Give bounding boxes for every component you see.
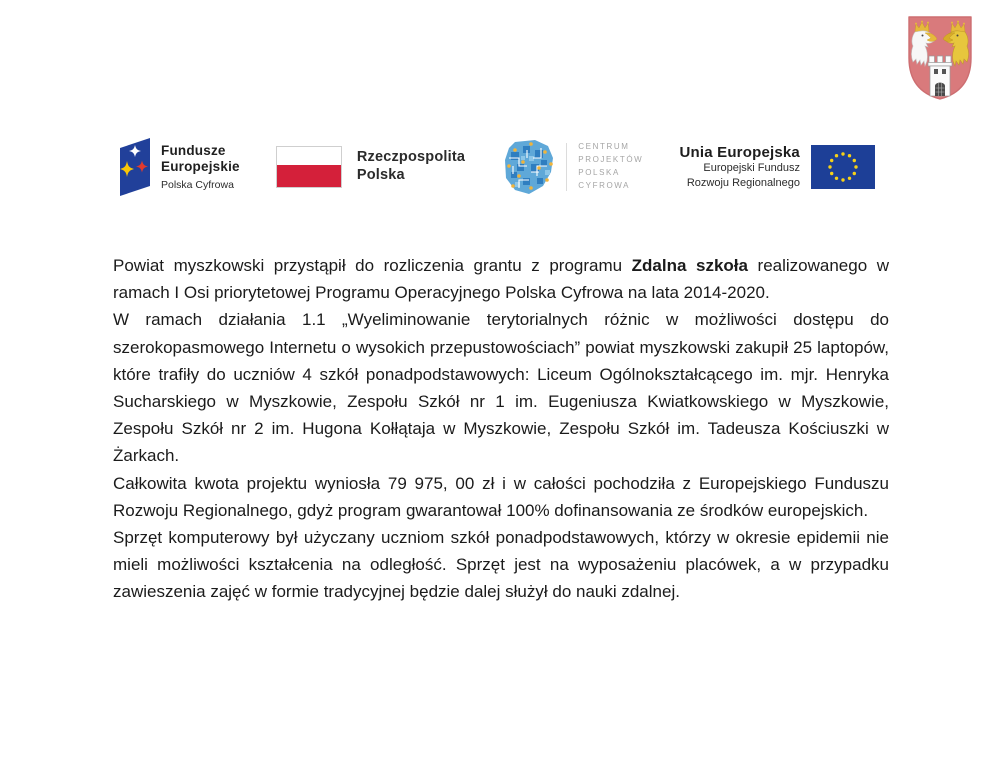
cppc-text-line4: CYFROWA [578, 180, 631, 190]
paragraph-1 [113, 252, 889, 306]
eu-title: Unia Europejska [679, 144, 800, 162]
eu-logo-text [679, 144, 800, 190]
fe-title-line1: Fundusze [161, 143, 226, 159]
paragraph-2: W ramach działania 1.1 „Wyeliminowanie terytorialnych różnic w możliwości dostępu do szerokopasmowego Internetu o wysokich przepustowościach” powiat myszkowski zakupił 25 laptopów, które trafiły do uczniów 4 szkół ponadpodstawowych: Liceum Ogólnokształcącego im. mjr. Henryka Sucharskiego w Myszkowie, Zespołu Szkół nr 1 im. Eugeniusza Kwiatkowskiego w Myszkowie, Zespołu Szkół nr 2 im. Hugona Kołłątaja w Myszkowie, Zespołu Szkół im. Tadeusza Kościuszki w Żarkach. [113, 310, 889, 466]
logo-rzeczpospolita-polska [276, 146, 465, 188]
cppc-divider [566, 143, 567, 191]
eu-subtitle-line1: Europejski Fundusz [703, 162, 800, 175]
logo-unia-europejska [679, 144, 875, 190]
castle-tower [928, 56, 952, 96]
paragraph-3: Całkowita kwota projektu wyniosła 79 975, 00 zł i w całości pochodziła z Europejskiego Funduszu Rozwoju Regionalnego, gdyż program gwarantował 100% dofinansowania ze środków europejskich. [113, 473, 889, 520]
fe-subtitle: Polska Cyfrowa [161, 178, 234, 191]
fe-flag-stars-icon [118, 136, 152, 198]
cppc-circuit-map-icon [501, 138, 555, 196]
fe-title-line2: Europejskie [161, 159, 240, 174]
cppc-text-line2: PROJEKTÓW [578, 155, 644, 165]
logo-fundusze-europejskie [118, 136, 240, 198]
paragraph-1-text: Powiat myszkowski przystąpił do rozliczenia grantu z programu [113, 256, 632, 275]
poland-flag-icon [276, 146, 342, 188]
logo-centrum-projektow-polska-cyfrowa [501, 138, 643, 196]
cppc-text-line3: POLSKA [578, 168, 620, 177]
rp-logo-text [357, 149, 465, 184]
myszkow-county-coat-of-arms-icon [904, 12, 976, 102]
rp-title-line2: Polska [356, 167, 405, 183]
eu-flag-icon [811, 145, 875, 189]
cppc-logo-text [578, 141, 643, 192]
paragraph-4: Sprzęt komputerowy był użyczany uczniom szkół ponadpodstawowych, którzy w okresie epidemii nie mieli możliwości kształcenia na odległość. Sprzęt jest na wyposażeniu placówek, a w przypadku zawieszenia zajęć w formie tradycyjnej będzie dalej służył do nauki zdalnej. [113, 528, 889, 602]
cppc-text-line1: CENTRUM [578, 142, 630, 152]
article-text [113, 252, 889, 606]
fe-logo-text [161, 143, 240, 191]
eu-subtitle-line2: Rozwoju Regionalnego [686, 176, 800, 189]
eu-funding-logos-bar [118, 128, 875, 206]
rp-title-line1: Rzeczpospolita [356, 149, 466, 166]
paragraph-1-text-after: realizowanego w ramach I Osi priorytetowej Programu Operacyjnego Polska Cyfrowa na lata 2014-2020. [113, 256, 890, 303]
paragraph-1-bold-program-name: Zdalna szkoła [631, 256, 748, 275]
